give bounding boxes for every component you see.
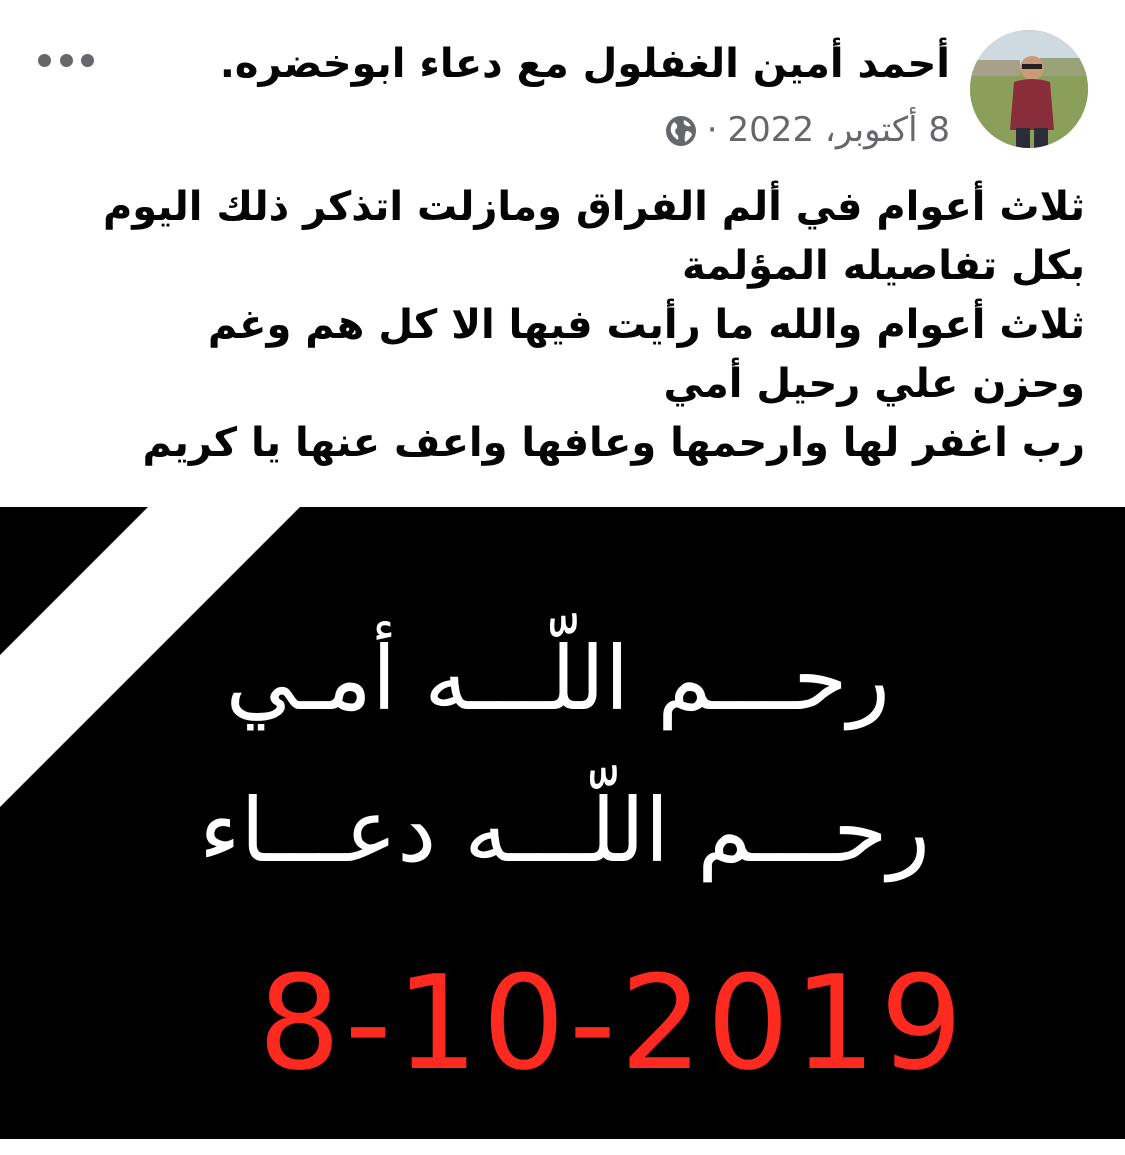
with-word: مع: [516, 41, 569, 87]
globe-icon[interactable]: [665, 114, 697, 146]
image-date: 8-10-2019: [258, 947, 967, 1099]
post-date[interactable]: 8 أكتوبر، 2022: [727, 110, 950, 150]
post-text-line: ثلاث أعوام في ألم الفراق ومازلت اتذكر ذلك اليوم بكل تفاصيله المؤلمة: [102, 184, 1085, 289]
avatar-photo: [970, 30, 1088, 148]
more-dot: [38, 54, 51, 67]
more-dot: [60, 54, 73, 67]
author-name[interactable]: أحمد أمين الغفلول: [582, 41, 950, 87]
post-meta: [665, 108, 950, 152]
meta-separator: ·: [706, 110, 718, 150]
image-line-mother: رحـــم اللّـــه أمـي: [225, 627, 890, 730]
post-text: [85, 178, 1085, 473]
post-text-line: ثلاث أعوام والله ما رأيت فيها الا كل هم وغم وحزن علي رحيل أمي: [207, 302, 1085, 407]
post-image[interactable]: [0, 507, 1125, 1139]
author-line: [220, 38, 950, 90]
more-dot: [81, 54, 94, 67]
post-bottom-edge: [0, 1139, 1125, 1155]
tagged-name[interactable]: دعاء ابوخضره.: [219, 41, 503, 87]
more-options-icon[interactable]: [38, 42, 94, 78]
image-line-doaa: رحـــم اللّـــه دعـــاء: [199, 779, 930, 882]
author-avatar[interactable]: [970, 30, 1088, 148]
post-text-line: رب اغفر لها وارحمها وعافها واعف عنها يا كريم: [142, 420, 1085, 466]
